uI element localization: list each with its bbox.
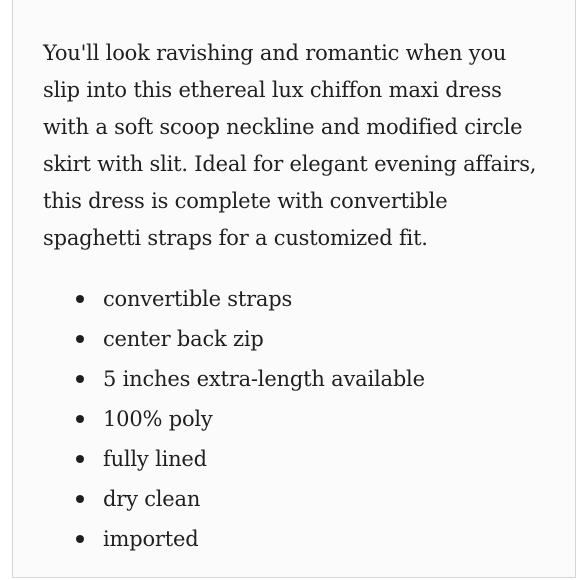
feature-text: fully lined [103,447,207,471]
feature-text: imported [103,527,199,551]
list-item [43,439,543,479]
list-item [43,479,543,519]
feature-text: dry clean [103,487,201,511]
bullet-icon [76,535,84,543]
bullet-icon [76,415,84,423]
product-description: You'll look ravishing and romantic when you slip into this ethereal lux chiffon maxi dress with a soft scoop neckline and modified circle skirt with slit. Ideal for elegant evening affairs, this dress is complete with convertible spaghetti straps for a customized fit. [43,41,537,250]
feature-text: center back zip [103,327,264,351]
list-item [43,519,543,559]
list-item [43,319,543,359]
feature-text: 5 inches extra-length available [103,367,425,391]
list-item [43,359,543,399]
list-item [43,399,543,439]
bullet-icon [76,375,84,383]
feature-text: convertible straps [103,287,293,311]
bullet-icon [76,335,84,343]
bullet-icon [76,455,84,463]
feature-list [43,279,543,559]
product-description-panel [12,0,576,578]
list-item [43,279,543,319]
bullet-icon [76,295,84,303]
product-details [43,35,543,559]
feature-text: 100% poly [103,407,213,431]
bullet-icon [76,495,84,503]
